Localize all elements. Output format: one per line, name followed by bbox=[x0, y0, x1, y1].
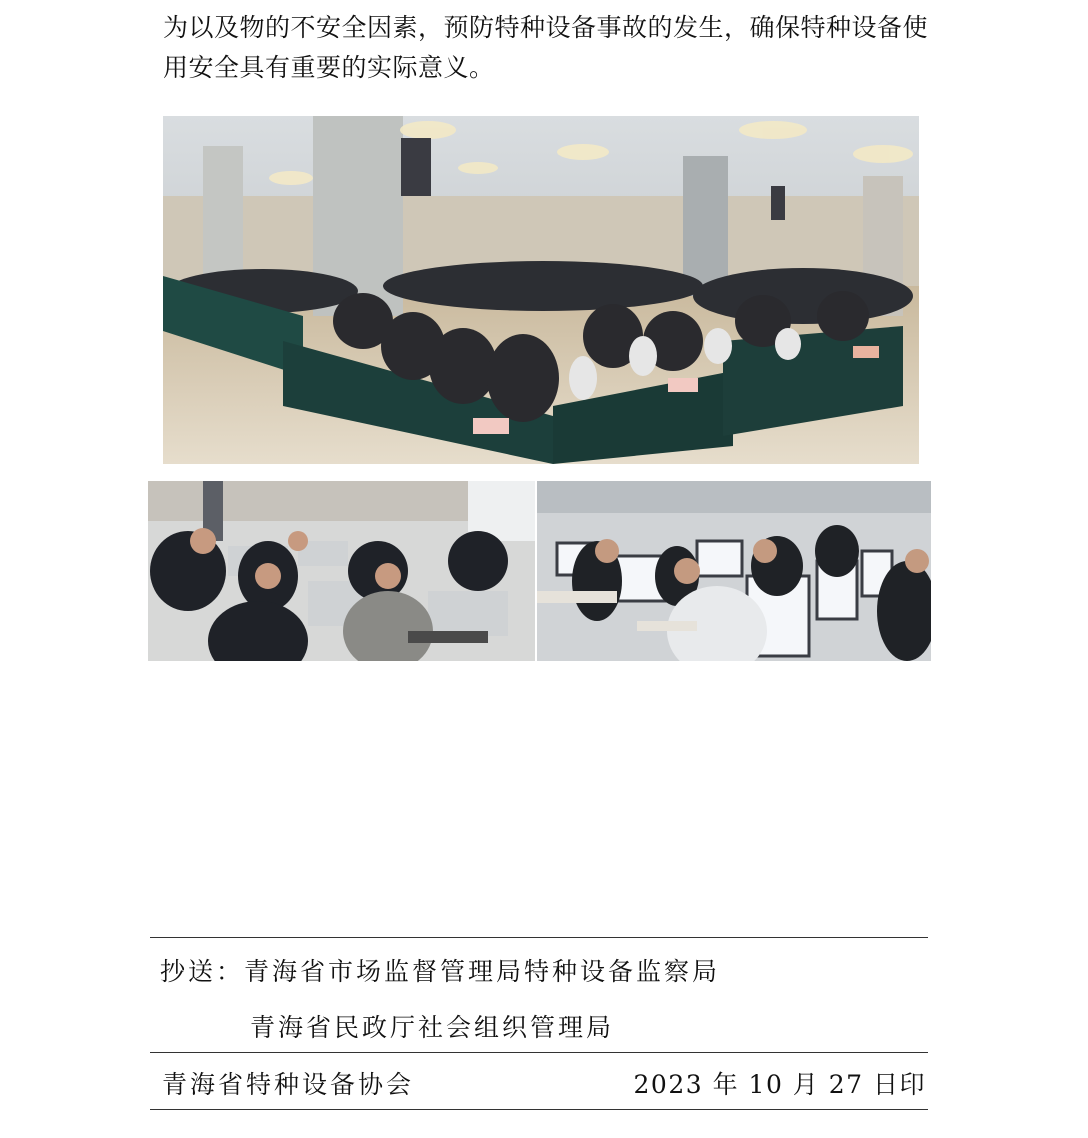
print-date: 2023 年 10 月 27 日印 bbox=[633, 1070, 926, 1099]
cc-recipient-1: 青海省市场监督管理局特种设备监察局 bbox=[244, 957, 721, 986]
cc-label: 抄送： bbox=[160, 957, 245, 986]
cc-recipient-2: 青海省民政厅社会组织管理局 bbox=[250, 1013, 615, 1042]
footer-rule-bottom bbox=[150, 1109, 928, 1110]
issuer: 青海省特种设备协会 bbox=[162, 1070, 415, 1099]
computer-exam-photo-right bbox=[537, 481, 931, 661]
footer-rule-middle bbox=[150, 1052, 928, 1053]
computer-exam-photo-left bbox=[148, 481, 535, 661]
body-paragraph bbox=[163, 8, 933, 88]
footer-rule-top bbox=[150, 937, 928, 938]
cc-line-1 bbox=[160, 952, 720, 988]
body-text-line-2: 用安全具有重要的实际意义。 bbox=[163, 53, 495, 82]
body-text-line-1: 为以及物的不安全因素，预防特种设备事故的发生，确保特种设备使 bbox=[163, 13, 929, 42]
conference-hall-photo bbox=[163, 116, 919, 464]
